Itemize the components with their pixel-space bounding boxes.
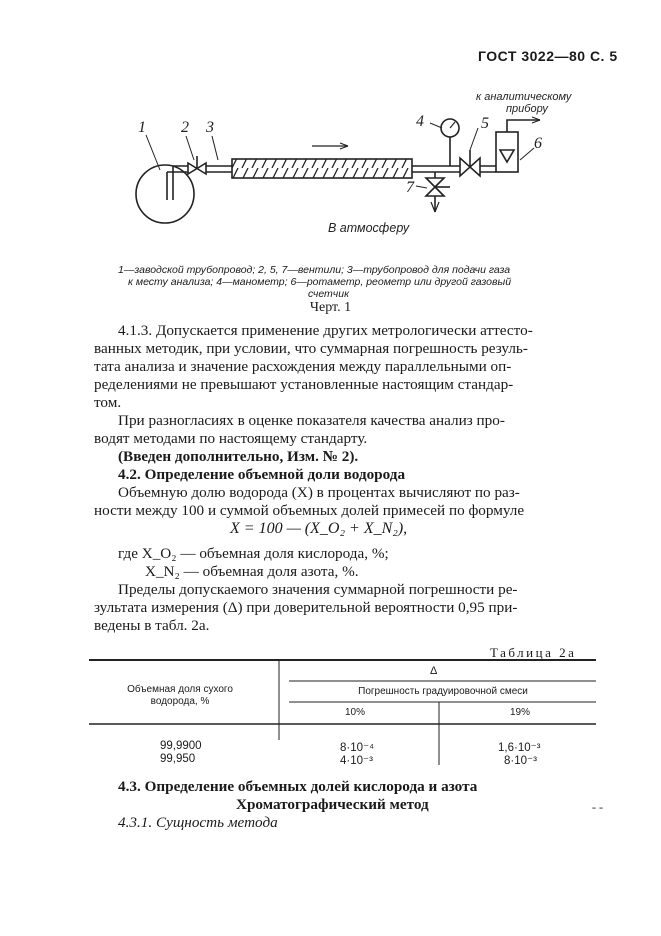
where-nitrogen: X_N₂ — объемная доля азота, %.	[145, 563, 359, 580]
section-heading-4-3-1	[118, 814, 278, 832]
table-cell-19: 8·10⁻³	[504, 755, 537, 767]
text-line: При разногласиях в оценке показателя качества анализ про-	[118, 412, 505, 429]
label-1: 1	[138, 119, 146, 136]
to-analyzer-line2: прибору	[506, 103, 548, 115]
margin-mark: - -	[592, 800, 603, 814]
to-atmosphere: В атмосферу	[328, 221, 410, 235]
caption-line: к месту анализа; 4—манометр; 6—ротаметр, реометр или другой газовый	[128, 276, 512, 288]
table-subheader-19: 19%	[510, 707, 531, 718]
table-cell-h2: 99,9900	[160, 740, 202, 752]
to-analyzer-line1: к аналитическому	[476, 91, 572, 103]
text-line: тата анализа и значение расхождения между параллельными оп-	[94, 358, 512, 375]
hydrogen-formula: X = 100 — (X_O₂ + X_N₂),	[230, 520, 408, 537]
amendment-note: (Введен дополнительно, Изм. № 2).	[118, 448, 359, 465]
col1-header-line: Объемная доля сухого	[127, 684, 233, 695]
label-4: 4	[416, 113, 424, 130]
label-6: 6	[534, 135, 542, 152]
table-group-header: Погрешность градуировочной смеси	[358, 686, 528, 697]
table-subheader-10: 10%	[345, 707, 366, 718]
table-cell-19: 1,6·10⁻³	[498, 742, 541, 754]
table-delta-header: Δ	[430, 665, 438, 677]
heading-4-3-1-text: 4.3.1. Сущность метода	[118, 814, 278, 831]
table-cell-10: 4·10⁻³	[340, 755, 373, 767]
text-line: Пределы допускаемого значения суммарной погрешности ре-	[118, 581, 518, 598]
label-7: 7	[406, 179, 414, 196]
chromatographic-heading: Хроматографический метод	[236, 796, 429, 813]
table-cell-h2: 99,950	[160, 753, 196, 765]
table-col1-header	[110, 684, 250, 708]
caption-line: счетчик	[308, 288, 350, 300]
caption-line: 1—заводской трубопровод; 2, 5, 7—вентили; 3—трубопровод для подачи газа	[118, 264, 511, 276]
figure-label: Черт. 1	[309, 300, 352, 315]
text-line: Объемную долю водорода (X) в процентах вычисляют по раз-	[118, 484, 520, 501]
table-cell-10: 8·10⁻⁴	[340, 742, 375, 754]
label-5: 5	[481, 115, 489, 132]
text-line: ванных методик, при условии, что суммарная погрешность резуль-	[94, 340, 528, 357]
text-line: том.	[94, 394, 122, 411]
table-title: Таблица 2а	[490, 645, 577, 660]
section-heading-4-2: 4.2. Определение объемной доли водорода	[118, 466, 406, 483]
text-line: зультата измерения (Δ) при доверительной вероятности 0,95 при-	[94, 599, 518, 616]
page-header: ГОСТ 3022—80 С. 5	[478, 48, 618, 64]
text-line: ределениями не превышают установленные настоящим стандар-	[94, 376, 514, 393]
label-3: 3	[206, 119, 214, 136]
text-line: водят методами по настоящему стандарту.	[94, 430, 368, 447]
text-line: ведены в табл. 2а.	[94, 617, 210, 634]
label-2: 2	[181, 119, 189, 136]
text-line: ности между 100 и суммой объемных долей примесей по формуле	[94, 502, 525, 519]
text-line: 4.1.3. Допускается применение других метрологически аттесто-	[118, 322, 533, 339]
col1-header-line: водорода, %	[150, 696, 210, 707]
section-heading-4-3: 4.3. Определение объемных долей кислорода и азота	[118, 778, 478, 795]
where-oxygen: где X_O₂ — объемная доля кислорода, %;	[118, 545, 389, 562]
